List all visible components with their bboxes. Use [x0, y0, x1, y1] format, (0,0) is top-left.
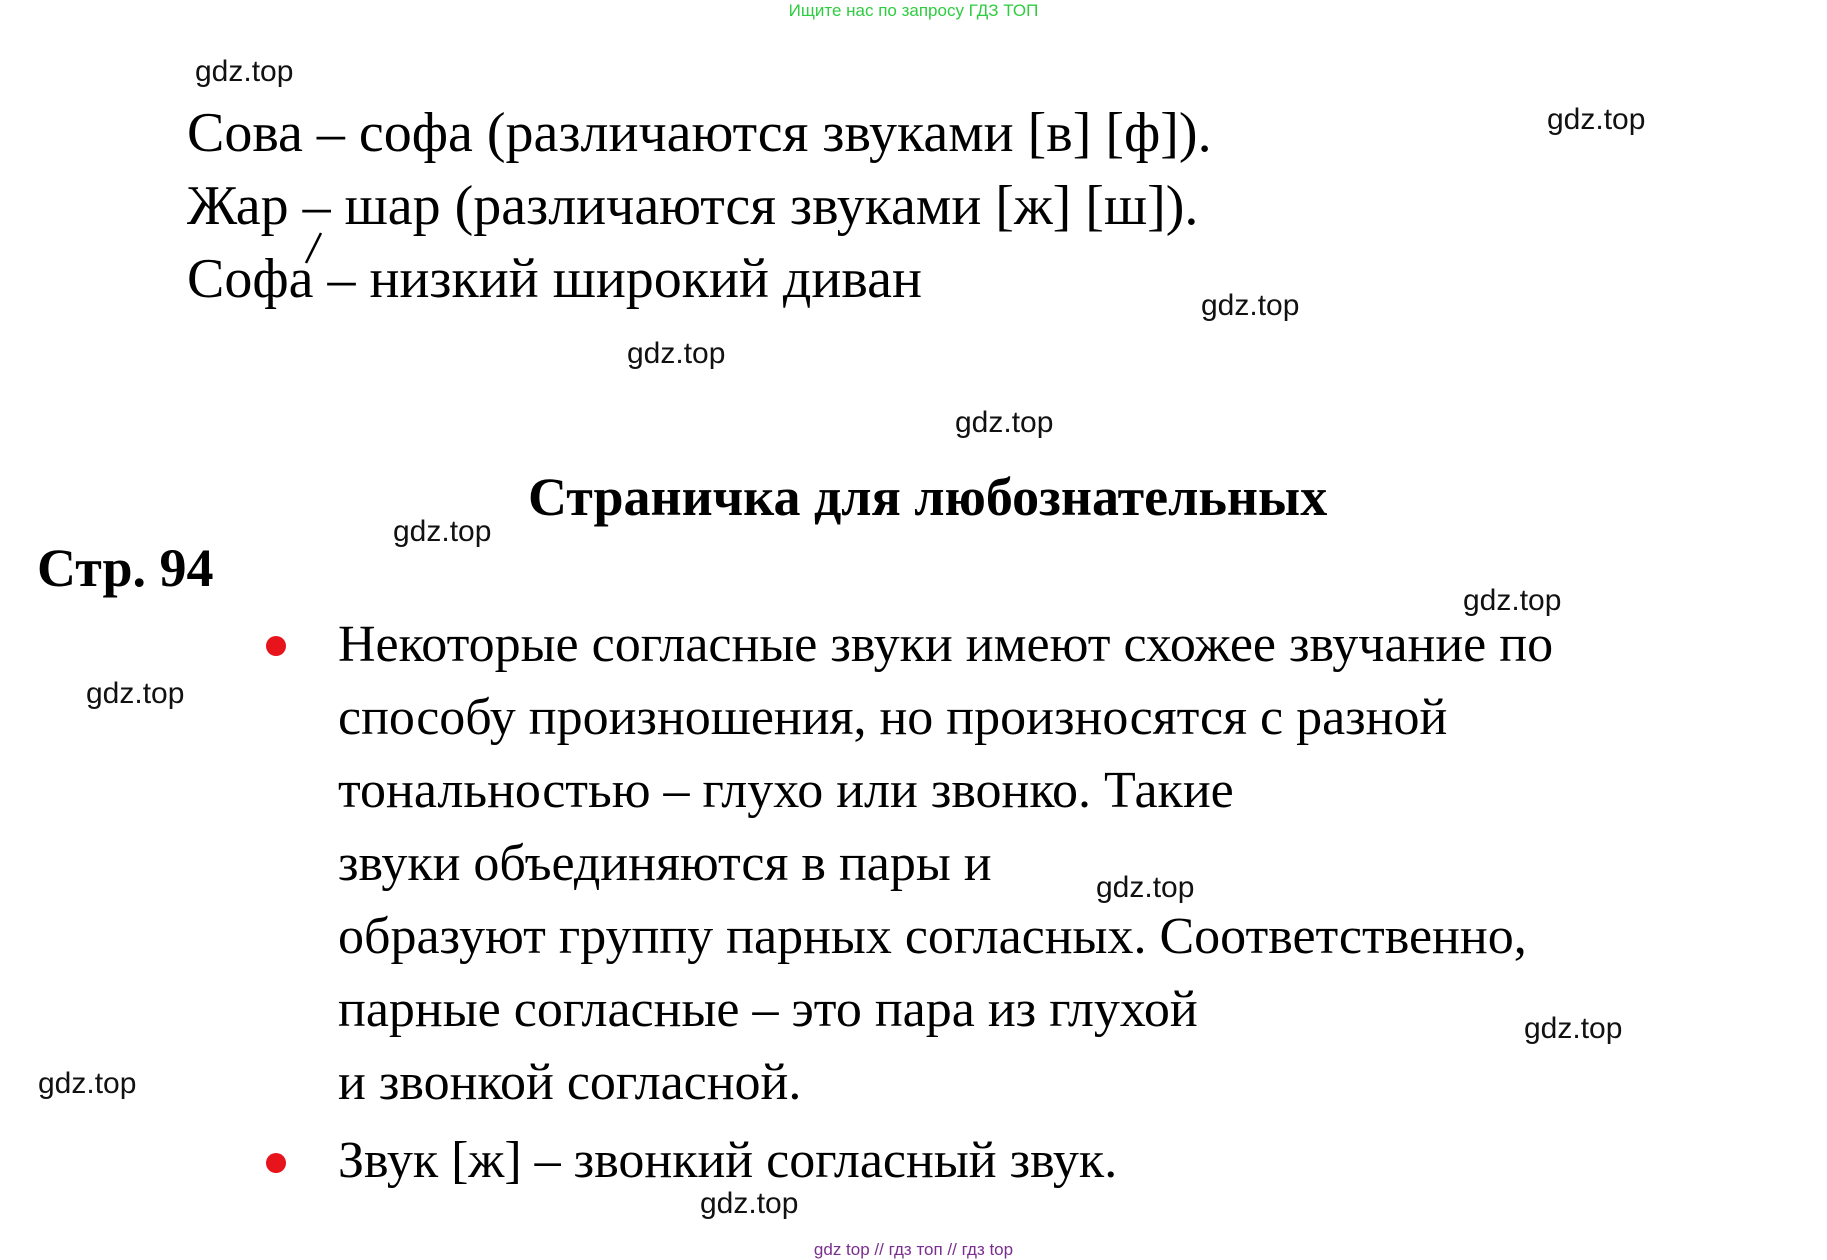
watermark: gdz.top: [700, 1187, 799, 1220]
pair-line-2: Жар – шар (различаются звуками [ж] [ш]).: [187, 175, 1199, 237]
watermark: gdz.top: [1463, 584, 1562, 617]
footer-links: gdz top // гдз топ // гдз top: [813, 1240, 1014, 1259]
watermark: gdz.top: [393, 515, 492, 548]
watermark: gdz.top: [1547, 103, 1646, 136]
watermark: gdz.top: [86, 677, 185, 710]
paragraph-line-6: парные согласные – это пара из глухой: [338, 981, 1198, 1038]
watermark: gdz.top: [1096, 871, 1195, 904]
section-heading: Страничка для любознательных: [528, 467, 1328, 527]
watermark: gdz.top: [195, 55, 294, 88]
paragraph-line-4: звуки объединяются в пары и: [338, 835, 992, 892]
paragraph-line-3: тональностью – глухо или звонко. Такие: [338, 762, 1234, 819]
paragraph-bullet-2: Звук [ж] – звонкий согласный звук.: [338, 1132, 1118, 1189]
watermark: gdz.top: [1201, 289, 1300, 322]
pair-line-3: Софа – низкий широкий диван: [187, 248, 922, 310]
watermark: gdz.top: [627, 337, 726, 370]
page-label: Стр. 94: [37, 538, 214, 598]
paragraph-line-1: Некоторые согласные звуки имеют схожее звучание по: [338, 616, 1554, 673]
watermark: gdz.top: [955, 406, 1054, 439]
watermark: gdz.top: [1524, 1012, 1623, 1045]
watermark: gdz.top: [38, 1067, 137, 1100]
pair-line-1: Сова – софа (различаются звуками [в] [ф]).: [187, 102, 1212, 164]
paragraph-line-5: образуют группу парных согласных. Соответственно,: [338, 908, 1527, 965]
bullet-icon: [266, 1153, 286, 1173]
bullet-icon: [266, 636, 286, 656]
top-banner: Ищите нас по запросу ГДЗ ТОП: [788, 1, 1039, 20]
stress-mark-icon: [303, 232, 323, 264]
paragraph-line-2: способу произношения, но произносятся с разной: [338, 689, 1448, 746]
paragraph-line-7: и звонкой согласной.: [338, 1054, 802, 1111]
